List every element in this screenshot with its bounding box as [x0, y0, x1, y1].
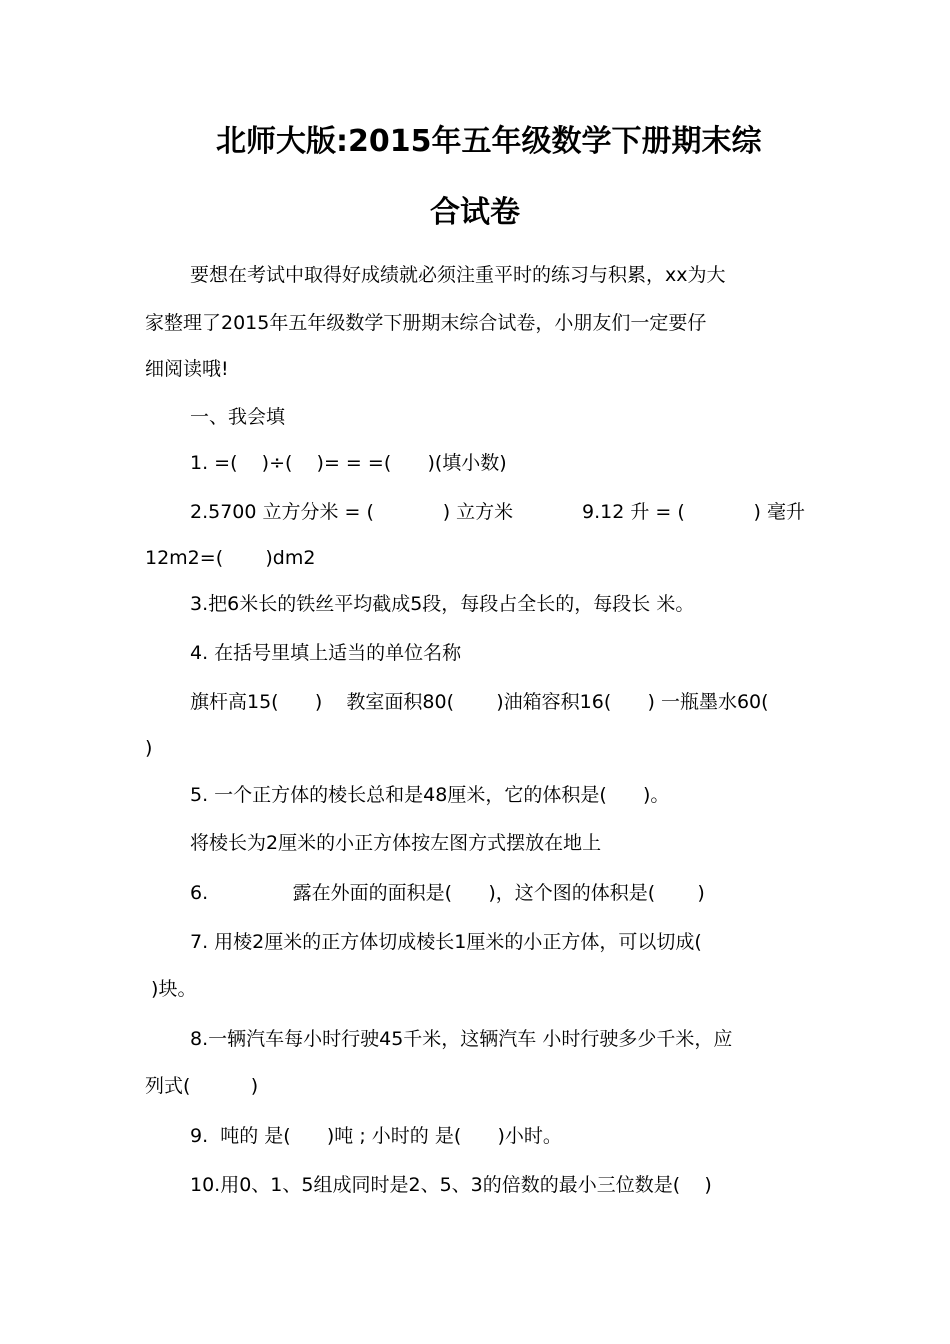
- document-title-line1: 北师大版:2015年五年级数学下册期末综: [216, 124, 762, 159]
- section-heading: 一、我会填: [190, 406, 286, 428]
- question-2-part-c: 9.12 升 = (: [581, 501, 685, 523]
- question-8-line2: 列式( ): [145, 1075, 259, 1097]
- question-2-line1: [190, 499, 805, 525]
- intro-line2: 家整理了2015年五年级数学下册期末综合试卷，小朋友们一定要仔: [145, 312, 707, 334]
- intro-line3: 细阅读哦!: [145, 358, 229, 380]
- question-8-line1: 8.一辆汽车每小时行驶45千米，这辆汽车 小时行驶多少千米，应: [190, 1028, 733, 1050]
- question-7-line2: )块。: [145, 978, 197, 1000]
- intro-line1: 要想在考试中取得好成绩就必须注重平时的练习与积累，xx为大: [190, 264, 726, 286]
- document-title-line2: 合试卷: [430, 195, 520, 230]
- question-3: 3.把6米长的铁丝平均截成5段，每段占全长的，每段长 米。: [190, 593, 695, 615]
- question-2-part-a: 2.5700 立方分米 = (: [190, 501, 374, 523]
- question-1: 1. =( )÷( )= = =( )(填小数): [190, 452, 507, 474]
- question-5-note: 将棱长为2厘米的小正方体按左图方式摆放在地上: [190, 832, 602, 854]
- question-10: 10.用0、1、5组成同时是2、5、3的倍数的最小三位数是( ): [190, 1174, 712, 1196]
- question-2-part-b: ) 立方米: [442, 501, 514, 523]
- question-2-part-d: ) 毫升: [753, 501, 805, 523]
- question-2-line2: 12m2=( )dm2: [145, 547, 316, 569]
- question-5: 5. 一个正方体的棱长总和是48厘米，它的体积是( )。: [190, 784, 670, 806]
- question-4: 4. 在括号里填上适当的单位名称: [190, 642, 462, 664]
- question-9: 9. 吨的 是( )吨 ; 小时的 是( )小时。: [190, 1125, 562, 1147]
- question-6: 6. 露在外面的面积是( )，这个图的体积是( ): [190, 882, 705, 904]
- question-4-units-line-end: ): [145, 737, 153, 759]
- question-4-units-line: 旗杆高15( ) 教室面积80( )油箱容积16( ) 一瓶墨水60(: [190, 691, 769, 713]
- question-7-line1: 7. 用棱2厘米的正方体切成棱长1厘米的小正方体，可以切成(: [190, 931, 702, 953]
